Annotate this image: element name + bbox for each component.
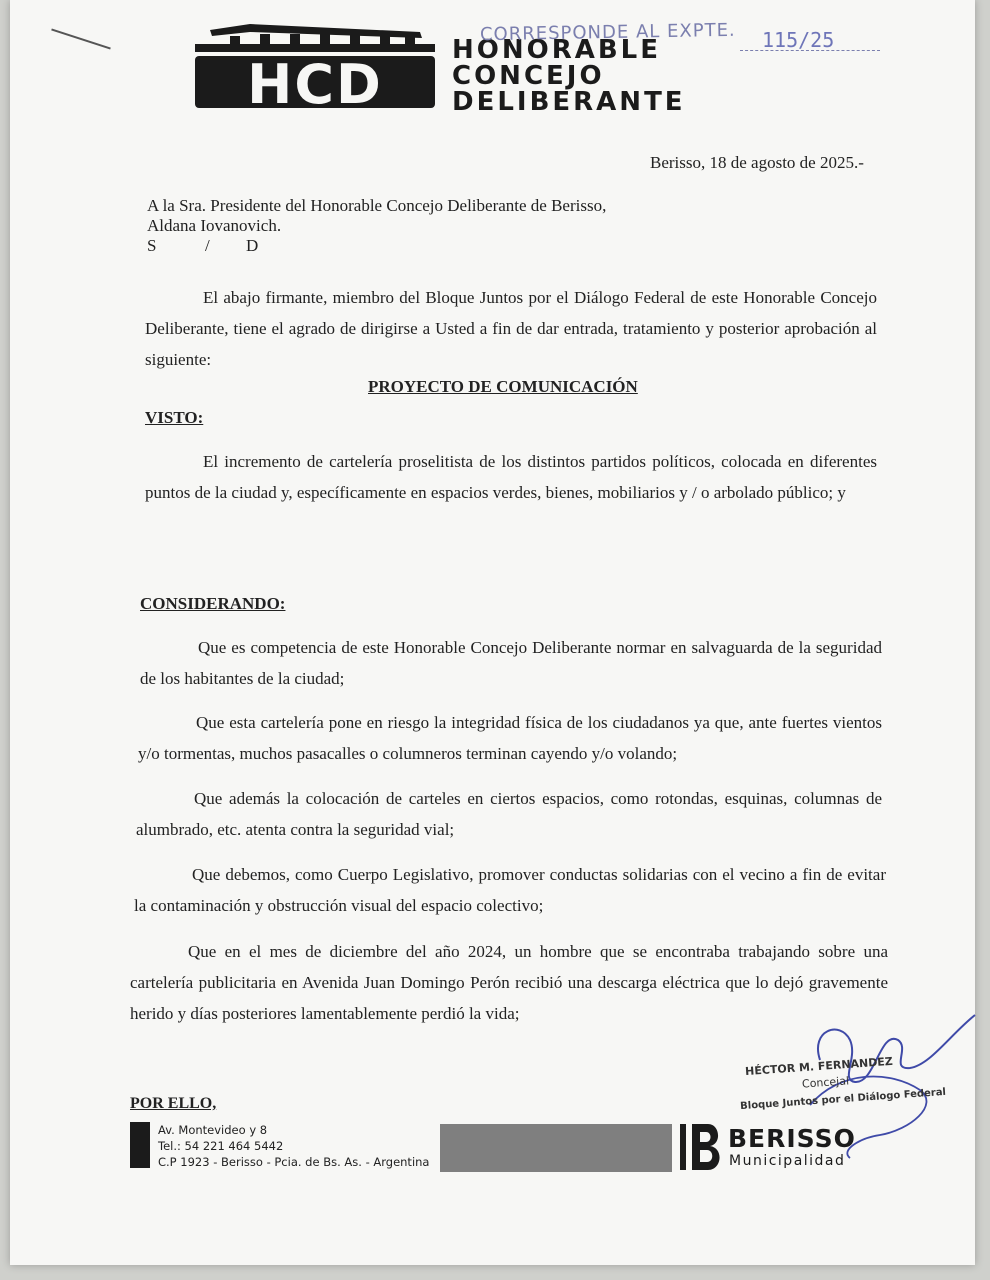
pen-mark bbox=[51, 28, 111, 49]
signatory-name: HÉCTOR M. FERNANDEZ bbox=[744, 1054, 894, 1079]
document-page bbox=[10, 0, 975, 1265]
footer-address-1: Av. Montevideo y 8 bbox=[158, 1123, 268, 1137]
stamp-line bbox=[740, 50, 880, 51]
berisso-logo-icon bbox=[678, 1122, 726, 1172]
footer-address-2: C.P 1923 - Berisso - Pcia. de Bs. As. - Argentina bbox=[158, 1155, 430, 1169]
signatory-bloc: Bloque Juntos por el Diálogo Federal bbox=[739, 1086, 947, 1113]
salutation-s: S bbox=[147, 236, 157, 255]
document-title: PROYECTO DE COMUNICACIÓN bbox=[368, 377, 638, 396]
salutation-d: D bbox=[246, 236, 259, 255]
intro-paragraph: El abajo firmante, miembro del Bloque Juntos por el Diálogo Federal de este Honorable Concejo Deliberante, tiene el agrado de dirigirse a Usted a fin de dar entrada, tratamiento y posterior aprobación al siguiente: bbox=[145, 288, 877, 369]
hcd-logo-icon bbox=[190, 22, 440, 112]
considerando-paragraph-4: Que debemos, como Cuerpo Legislativo, promover conductas solidarias con el vecino a fin de evitar la contaminación y obstrucción visual del espacio colectivo; bbox=[134, 865, 886, 915]
logo-line-deliberante: DELIBERANTE bbox=[452, 87, 686, 117]
footer-brand: BERISSO bbox=[728, 1124, 856, 1153]
salutation-slash: / bbox=[205, 236, 210, 255]
footer-gray-bar bbox=[440, 1124, 672, 1172]
considerando-paragraph-3: Que además la colocación de carteles en ciertos espacios, como rotondas, esquinas, columnas de alumbrado, etc. atenta contra la seguridad vial; bbox=[136, 789, 882, 839]
visto-paragraph: El incremento de cartelería proselitista de los distintos partidos políticos, colocada en diferentes puntos de la ciudad y, específicamente en espacios verdes, bienes, mobiliarios y / o arbolado público; y bbox=[145, 452, 877, 502]
considerando-paragraph-5: Que en el mes de diciembre del año 2024, un hombre que se encontraba trabajando sobre una cartelería publicitaria en Avenida Juan Domingo Perón recibió una descarga eléctrica que lo dejó gravemente herido y días posteriores lamentablemente perdió la vida; bbox=[130, 942, 888, 1023]
hcd-logo-letters: HCD bbox=[247, 53, 383, 112]
date-line: Berisso, 18 de agosto de 2025.- bbox=[650, 153, 864, 172]
footer-address-bar bbox=[130, 1122, 150, 1168]
logo-line-honorable: HONORABLE bbox=[452, 35, 662, 65]
recipient-line-2: Aldana Iovanovich. bbox=[147, 216, 282, 235]
considerando-paragraph-2: Que esta cartelería pone en riesgo la integridad física de los ciudadanos ya que, ante fuertes vientos y/o tormentas, muchos pasacalles o columneros terminan cayendo y/o volando; bbox=[138, 713, 882, 763]
visto-heading: VISTO: bbox=[145, 408, 204, 427]
file-stamp-number: 115/25 bbox=[762, 28, 835, 52]
por-ello-heading: POR ELLO, bbox=[130, 1095, 217, 1112]
recipient-line-1: A la Sra. Presidente del Honorable Concejo Deliberante de Berisso, bbox=[147, 196, 607, 215]
logo-line-concejo: CONCEJO bbox=[452, 61, 605, 91]
footer-brand-sub: Municipalidad bbox=[729, 1153, 846, 1169]
signatory-role: Concejal bbox=[801, 1074, 850, 1091]
considerando-paragraph-1: Que es competencia de este Honorable Concejo Deliberante normar en salvaguarda de la seguridad de los habitantes de la ciudad; bbox=[140, 638, 882, 688]
file-stamp: CORRESPONDE AL EXPTE. bbox=[479, 19, 736, 46]
considerando-heading: CONSIDERANDO: bbox=[140, 594, 286, 613]
footer-phone: Tel.: 54 221 464 5442 bbox=[158, 1139, 284, 1153]
